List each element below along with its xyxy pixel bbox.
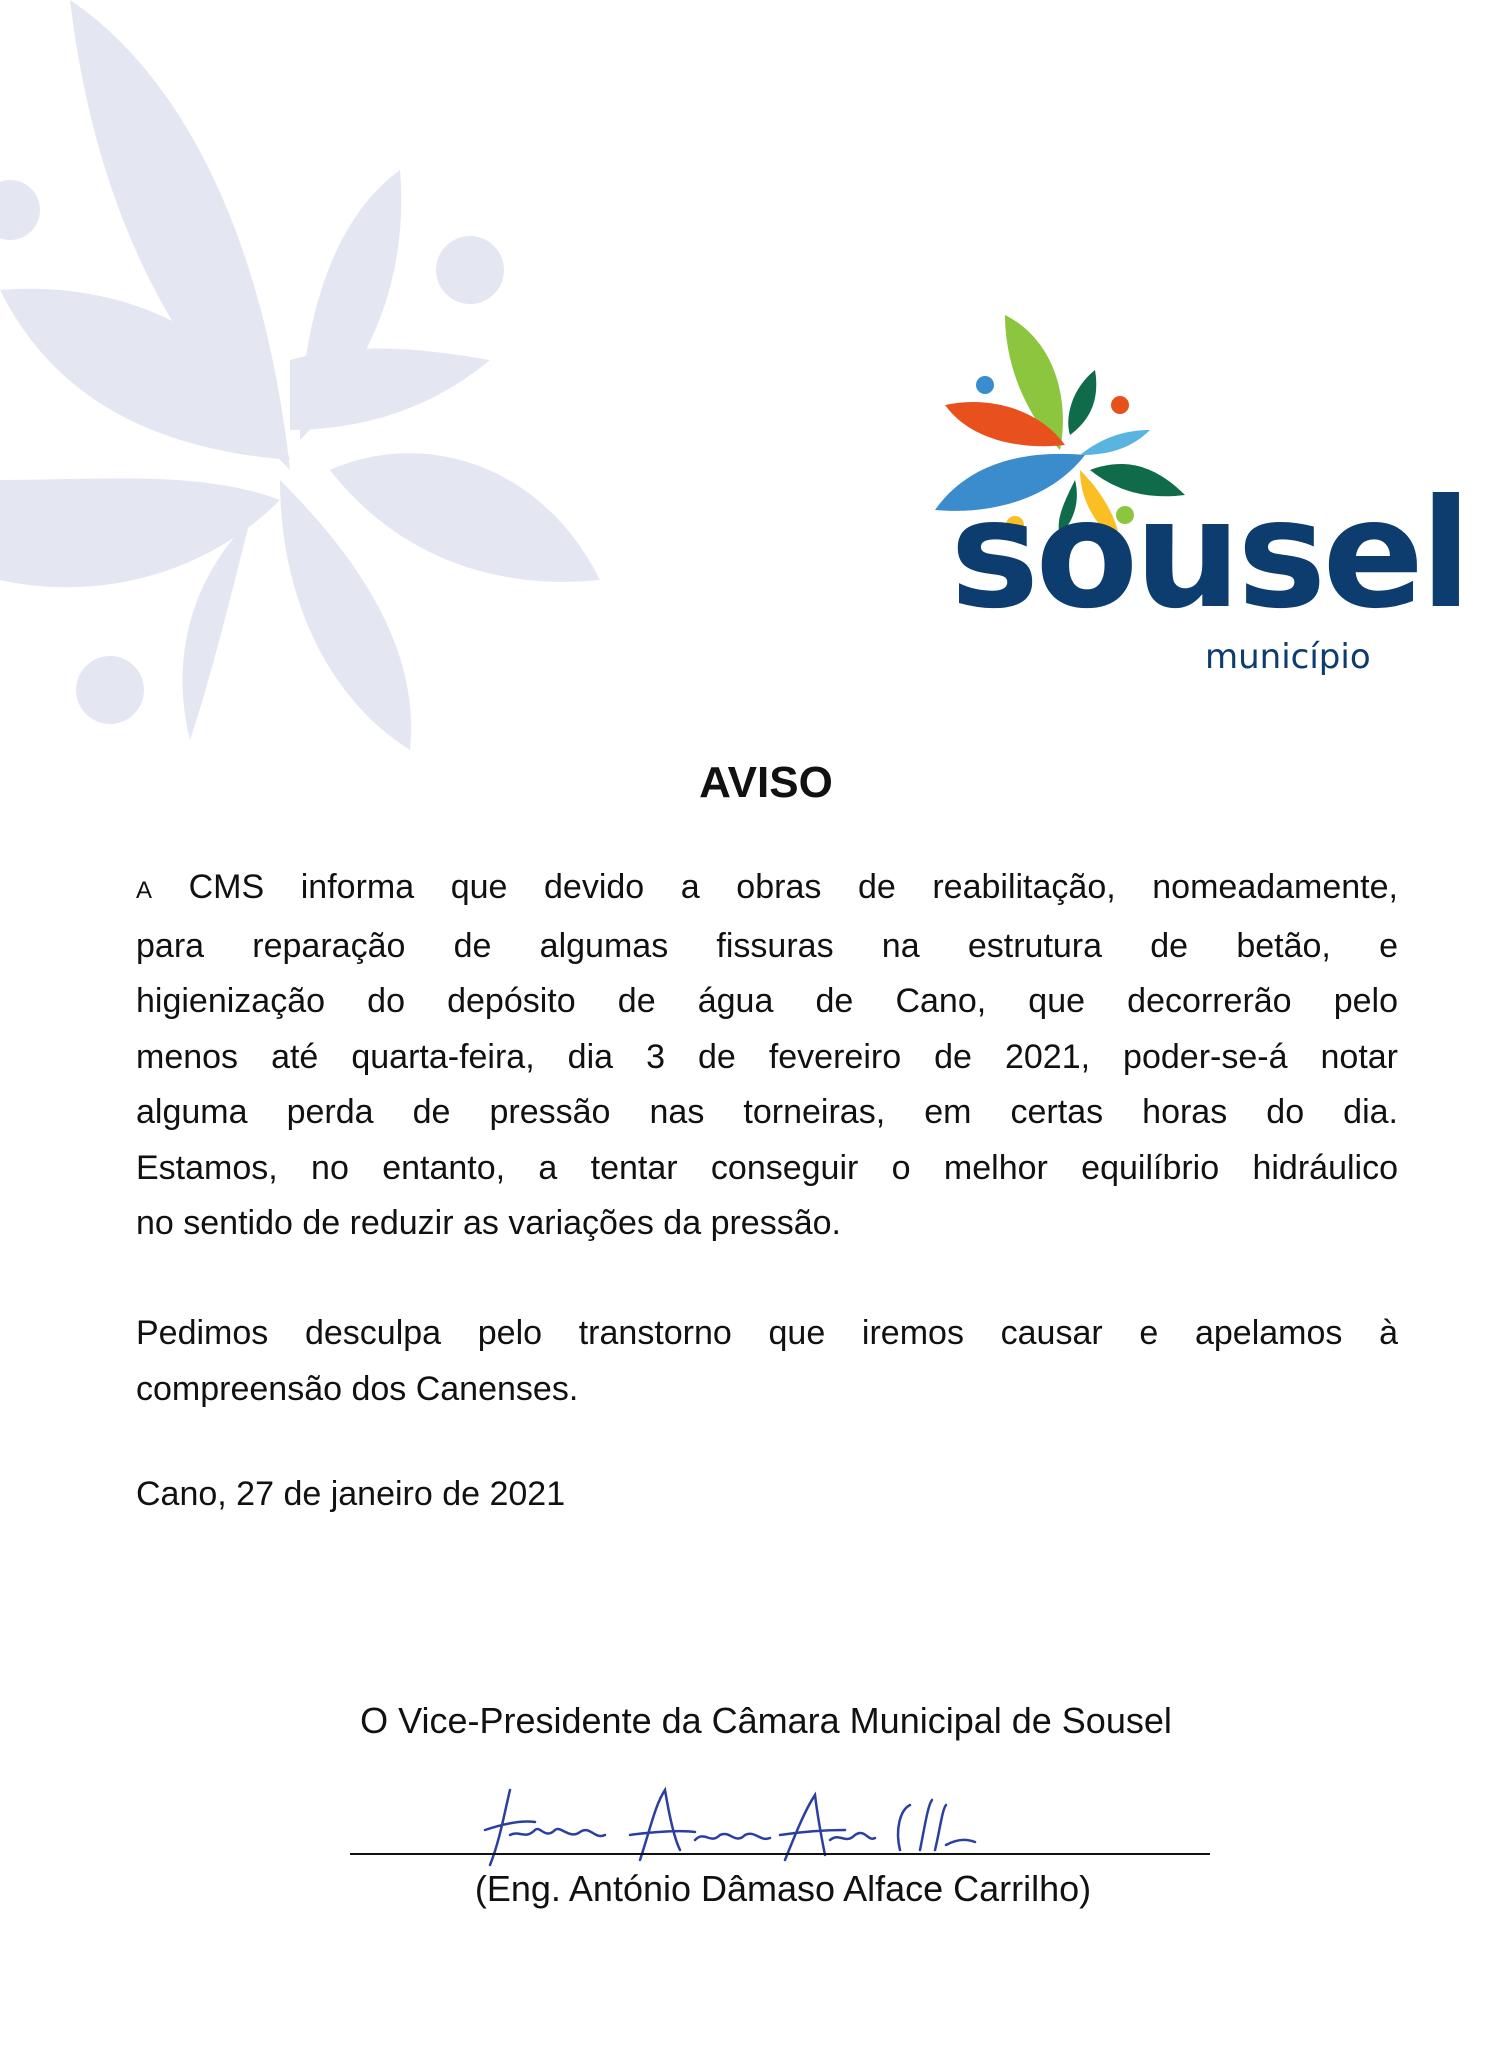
signature-line: [350, 1853, 1210, 1855]
paragraph-line: Pedimos desculpa pelo transtorno que iremos causar e apelamos à: [136, 1314, 1398, 1352]
paragraph-line: no sentido de reduzir as variações da pressão.: [136, 1204, 841, 1242]
paragraph-line: alguma perda de pressão nas torneiras, em certas horas do dia.: [136, 1093, 1398, 1131]
logo-subtitle: município: [1205, 637, 1371, 677]
signatory-name: (Eng. António Dâmaso Alface Carrilho): [474, 1868, 1092, 1909]
paragraph-line: higienização do depósito de água de Cano, que decorrerão pelo: [136, 982, 1398, 1020]
handwritten-signature: [480, 1780, 1020, 1870]
signatory-role: O Vice-Presidente da Câmara Municipal de Sousel: [360, 1700, 1172, 1741]
notice-paragraph-2: [136, 1306, 1398, 1417]
line-text: CMS informa que devido a obras de reabilitação, nomeadamente,: [152, 868, 1398, 906]
paragraph-line: compreensão dos Canenses.: [136, 1369, 579, 1408]
paragraph-line: [136, 860, 1398, 919]
paragraph-line: para reparação de algumas fissuras na estrutura de betão, e: [136, 926, 1398, 965]
paragraph-line: menos até quarta-feira, dia 3 de fevereiro de 2021, poder-se-á notar: [136, 1037, 1398, 1076]
notice-title: AVISO: [699, 758, 833, 807]
watermark-flower-graphic: [0, 0, 620, 760]
date-line: Cano, 27 de janeiro de 2021: [136, 1475, 566, 1513]
notice-paragraph-1: [136, 860, 1398, 1252]
logo-wordmark: sousel: [950, 468, 1468, 642]
sousel-logo: [930, 310, 1468, 690]
paragraph-line: Estamos, no entanto, a tentar conseguir o melhor equilíbrio hidráulico: [136, 1148, 1398, 1187]
first-letter: A: [136, 877, 153, 904]
